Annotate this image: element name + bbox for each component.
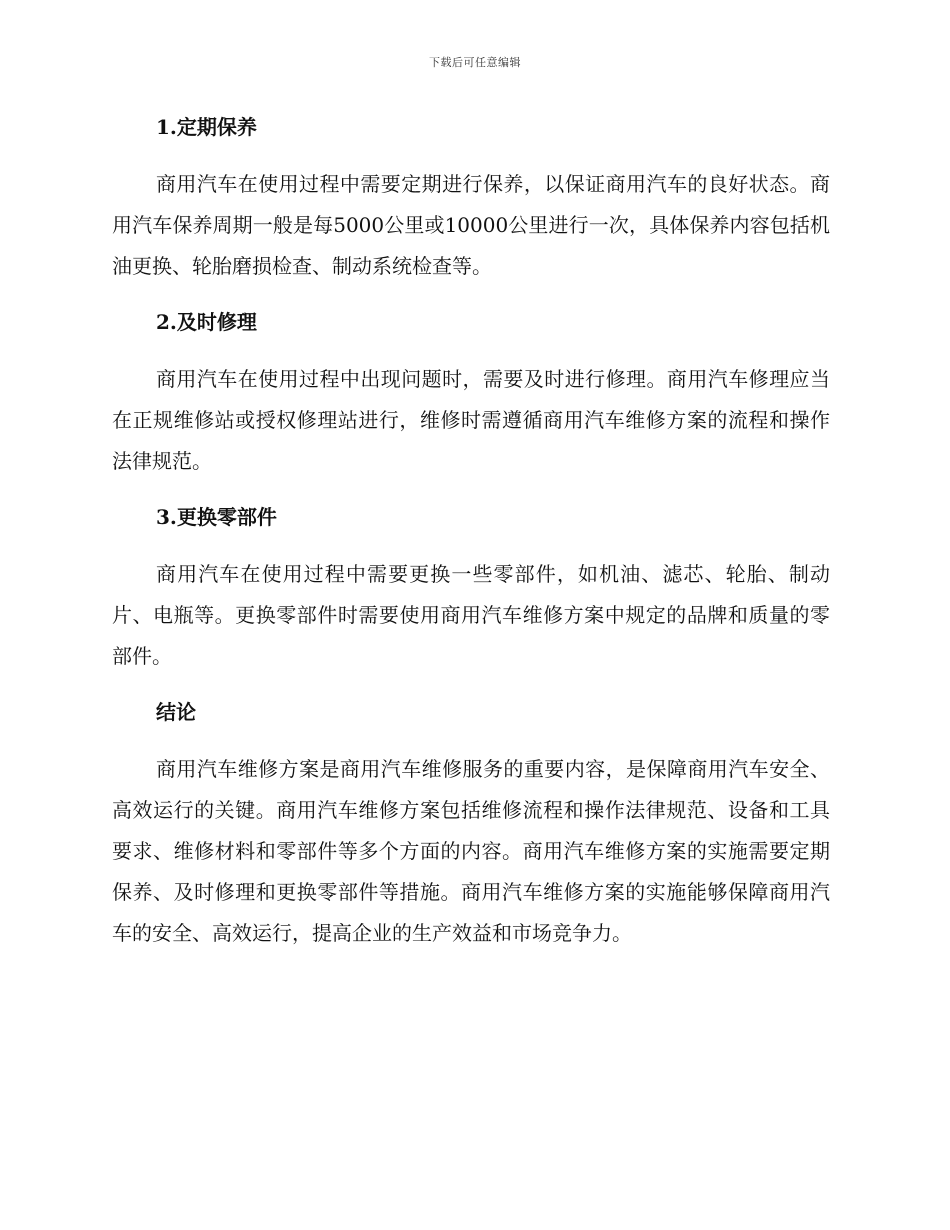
section-paragraph-parts: 商用汽车在使用过程中需要更换一些零部件，如机油、滤芯、轮胎、制动片、电瓶等。更换零部件时需要使用商用汽车维修方案中规定的品牌和质量的零部件。: [112, 562, 830, 668]
section-heading-repair: 2.及时修理: [156, 310, 257, 334]
section-heading-maintenance: 1.定期保养: [156, 115, 257, 139]
section-paragraph-repair: 商用汽车在使用过程中出现问题时，需要及时进行修理。商用汽车修理应当在正规维修站或授权修理站进行，维修时需遵循商用汽车维修方案的流程和操作法律规范。: [112, 367, 830, 473]
header-note: 下载后可任意编辑: [429, 56, 521, 69]
document-body: [112, 110, 830, 954]
section-heading-conclusion: 结论: [156, 700, 196, 724]
section-heading-parts: 3.更换零部件: [156, 505, 277, 529]
section-paragraph-conclusion: 商用汽车维修方案是商用汽车维修服务的重要内容，是保障商用汽车安全、高效运行的关键。商用汽车维修方案包括维修流程和操作法律规范、设备和工具要求、维修材料和零部件等多个方面的内容。商用汽车维修方案的实施需要定期保养、及时修理和更换零部件等措施。商用汽车维修方案的实施能够保障商用汽车的安全、高效运行，提高企业的生产效益和市场竞争力。: [112, 757, 830, 945]
section-paragraph-maintenance: 商用汽车在使用过程中需要定期进行保养，以保证商用汽车的良好状态。商用汽车保养周期一般是每5000公里或10000公里进行一次，具体保养内容包括机油更换、轮胎磨损检查、制动系统检查等。: [112, 172, 830, 278]
